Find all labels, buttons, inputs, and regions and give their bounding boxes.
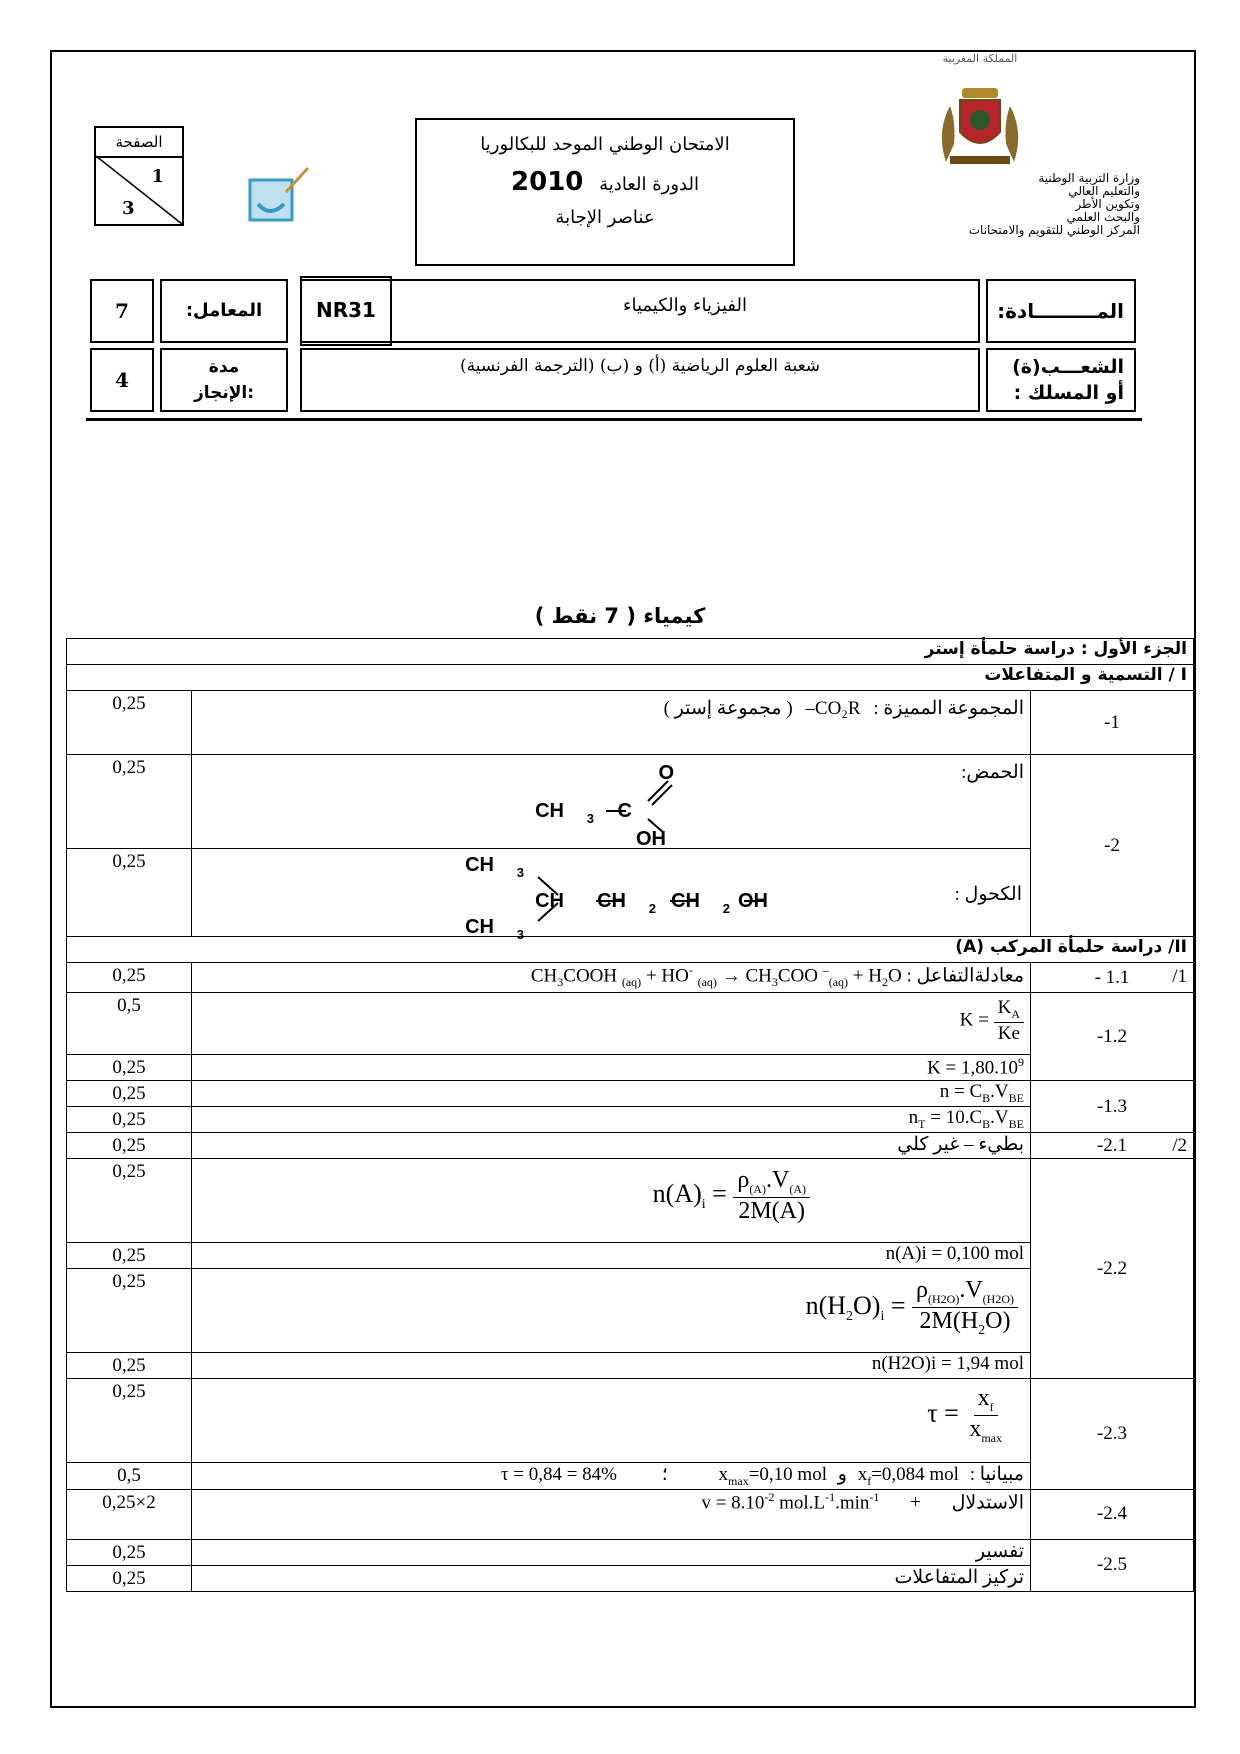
score-r22d: 0,25 <box>67 1353 192 1379</box>
exam-title-box <box>415 118 795 266</box>
svg-text:O: O <box>658 762 674 784</box>
page-number-box <box>94 126 184 226</box>
r11-label: معادلةالتفاعل : <box>906 965 1024 987</box>
exam-center-label: المركز الوطني للتقويم والامتحانات <box>968 223 1140 237</box>
coefficient-value: 7 <box>90 279 154 343</box>
r12b-text: K = 1,80.10 <box>927 1057 1018 1079</box>
session-label: الدورة العادية <box>599 174 699 195</box>
kingdom-label: المملكة المغربية <box>942 52 1018 65</box>
table-row <box>67 755 1194 849</box>
score-r25b: 0,25 <box>67 1565 192 1591</box>
q-r23: -2.3 <box>1031 1379 1194 1490</box>
r22b-text: n(A)i = 0,100 mol <box>885 1243 1024 1264</box>
r21-text: بطيء – غير كلي <box>192 1133 1031 1159</box>
table-row: 0,5 مبيانيا : $x_f=0,084$ mol و $x_{max}=0,10$ mol ؛ τ = 0,84 = 84% <box>67 1463 1194 1490</box>
svg-text:OH: OH <box>636 828 666 850</box>
r25b-text: تركيز المتفاعلات <box>192 1565 1031 1591</box>
table-row <box>67 691 1194 755</box>
svg-text:OH: OH <box>738 890 768 912</box>
q-r25: -2.5 <box>1031 1539 1194 1591</box>
score-r23a: 0,25 <box>67 1379 192 1463</box>
q-r2: -2 <box>1031 755 1194 937</box>
subject-box <box>300 279 980 343</box>
answer-elements-label: عناصر الإجابة <box>555 207 655 228</box>
score-r22c: 0,25 <box>67 1269 192 1353</box>
r22a-formula: $n(A)_i$ = $\frac{\rho_{(A)}.V_{(A)}}{2M(A)}$ <box>653 1167 810 1225</box>
exam-center-logo-icon <box>248 164 314 224</box>
r11-equation: $CH_3COOH$ $_{(aq)}$ + HO- $_{(aq)} \to CH_3COO$ $^-_{(aq)} + H_2O$ <box>530 963 902 990</box>
r23b-xmax: =0,10 mol <box>748 1464 827 1485</box>
answer-grid <box>66 638 1194 1592</box>
score-r13a: 0,25 <box>67 1081 192 1107</box>
score-r2a: 0,25 <box>67 755 192 849</box>
duration-label-2: الإنجاز: <box>193 383 255 403</box>
score-r23b: 0,5 <box>67 1463 192 1490</box>
r13a-text: n = C <box>939 1081 983 1102</box>
section-title: كيمياء ( 7 نقط ) <box>534 604 706 628</box>
r22c-formula: $n(H_2O)_i$ = $\frac{\rho_{(H2O)}.V_{(H2O)}}{2M(H_2O)}$ <box>806 1277 1018 1339</box>
table-row <box>67 849 1194 937</box>
r23b-and: و <box>837 1464 847 1485</box>
score-r1: 0,25 <box>67 691 192 755</box>
r2a-label: الحمض: <box>961 762 1024 783</box>
page-label: الصفحة <box>96 128 182 158</box>
branch-label-box <box>986 348 1136 412</box>
score-r12b: 0,25 <box>67 1055 192 1081</box>
ministry-line-3: وتكوين الأطر <box>1075 197 1140 211</box>
table-row: 0,25 $n = C_B.V_{BE}$ -1.3 <box>67 1081 1194 1107</box>
branch-label-1: الشعـــب(ة) <box>1012 356 1124 378</box>
page-num: 1 <box>151 166 164 187</box>
r23a-formula: τ = $\frac{x_f}{x_{max}}$ <box>927 1385 1002 1445</box>
q-r21: -2.1 <box>1096 1134 1128 1156</box>
branch-label-2: أو المسلك : <box>1013 382 1124 404</box>
svg-text:2: 2 <box>722 901 730 916</box>
exam-title: الامتحان الوطني الموحد للبكالوريا <box>480 134 730 155</box>
moroccan-emblem-icon <box>932 82 1028 172</box>
r2b-label: الكحول : <box>954 884 1022 905</box>
q-r24: -2.4 <box>1031 1489 1194 1539</box>
table-row <box>67 1055 1194 1081</box>
group-2: /2 <box>1172 1135 1187 1156</box>
r1-label: المجموعة المميزة : <box>873 698 1024 719</box>
r12a-den: Ke <box>997 1022 1020 1044</box>
r12b-exp: 9 <box>1018 1055 1024 1069</box>
group-1: /1 <box>1172 966 1187 987</box>
score-r2b: 0,25 <box>67 849 192 937</box>
table-row <box>67 1565 1194 1591</box>
table-row: 0,25 $n_T = 10.C_B.V_{BE}$ <box>67 1107 1194 1133</box>
score-r12a: 0,5 <box>67 993 192 1055</box>
table-row <box>67 1133 1194 1159</box>
table-row <box>67 963 1194 993</box>
table-row <box>67 1379 1194 1463</box>
svg-text:CH: CH <box>671 890 700 912</box>
q-r13: -1.3 <box>1031 1081 1194 1133</box>
svg-text:CH: CH <box>597 890 626 912</box>
svg-text:CH: CH <box>535 800 564 822</box>
r23b-tau: τ = 0,84 = 84% <box>500 1464 617 1485</box>
acetic-acid-structure <box>535 759 732 850</box>
branch-box <box>300 348 980 412</box>
score-r22a: 0,25 <box>67 1159 192 1243</box>
alcohol-structure <box>465 851 852 942</box>
q-r22: -2.2 <box>1031 1159 1194 1379</box>
duration-label-1: مدة <box>208 357 240 377</box>
score-r11: 0,25 <box>67 963 192 993</box>
page-divider-icon <box>96 156 182 224</box>
r24-plus: + <box>910 1492 921 1514</box>
svg-text:3: 3 <box>516 927 524 942</box>
r1-formula: –CO₂R <box>805 698 861 719</box>
page-total: 3 <box>122 198 135 219</box>
table-row <box>67 1353 1194 1379</box>
table-row <box>67 1159 1194 1243</box>
score-r22b: 0,25 <box>67 1243 192 1269</box>
r23b-xf: =0,084 mol <box>871 1464 959 1485</box>
subject-label: المـــــــــادة: <box>986 279 1136 343</box>
duration-value: 4 <box>90 348 154 412</box>
part-title: الجزء الأول : دراسة حلمأة إستر <box>67 639 1194 665</box>
duration-label-box <box>160 348 288 412</box>
r13b-text: n <box>908 1107 919 1128</box>
r12a-num-sub: A <box>1011 1006 1020 1021</box>
score-r13b: 0,25 <box>67 1107 192 1133</box>
r12a-num: K <box>997 997 1012 1018</box>
r12a-k: K = <box>959 1009 989 1031</box>
coefficient-label: المعامل: <box>160 279 288 343</box>
exam-code: NR31 <box>300 276 392 346</box>
table-row <box>67 993 1194 1055</box>
svg-text:C: C <box>617 800 632 822</box>
score-r24: 0,25×2 <box>67 1489 192 1539</box>
svg-text:3: 3 <box>586 811 594 826</box>
svg-text:CH: CH <box>535 890 564 912</box>
r25a-text: تفسير <box>192 1539 1031 1565</box>
r1-note: ( مجموعة إستر ) <box>663 698 793 719</box>
ministry-line-4: والبحث العلمي <box>1066 210 1140 224</box>
q-r12: -1.2 <box>1031 993 1194 1081</box>
subsection-2: II/ دراسة حلمأة المركب (A) <box>67 937 1194 963</box>
svg-text:3: 3 <box>516 865 524 880</box>
svg-text:CH: CH <box>465 854 494 876</box>
table-row: 0,25×2 الاستدلال + $v = 8.10^{-2}$ $mol.L^{-1}.\min^{-1}$ -2.4 <box>67 1489 1194 1539</box>
table-row <box>67 1269 1194 1353</box>
ministry-line-1: وزارة التربية الوطنية <box>1038 171 1140 185</box>
r23b-label: مبيانيا : <box>969 1464 1024 1485</box>
score-r21: 0,25 <box>67 1133 192 1159</box>
svg-text:2: 2 <box>648 901 656 916</box>
score-r25a: 0,25 <box>67 1539 192 1565</box>
r23b-sep: ؛ <box>661 1464 668 1485</box>
ministry-line-2: والتعليم العالي <box>1068 184 1140 198</box>
r24-v: v = 8.10 <box>701 1492 765 1514</box>
r22d-text: n(H2O)i = 1,94 mol <box>871 1353 1024 1374</box>
subsection-1: I / التسمية و المتفاعلات <box>67 665 1194 691</box>
q-r11: - 1.1 <box>1094 966 1130 988</box>
subject-name: الفيزياء والكيمياء <box>623 295 747 316</box>
exam-year: 2010 <box>511 167 584 197</box>
table-row <box>67 1243 1194 1269</box>
table-row <box>67 1539 1194 1565</box>
q-r1: -1 <box>1031 691 1194 755</box>
r24-label: الاستدلال <box>951 1492 1024 1514</box>
svg-text:CH: CH <box>465 916 494 938</box>
branch-name: شعبة العلوم الرياضية (أ) و (ب) (الترجمة الفرنسية) <box>459 356 821 376</box>
header-divider <box>86 418 1142 421</box>
